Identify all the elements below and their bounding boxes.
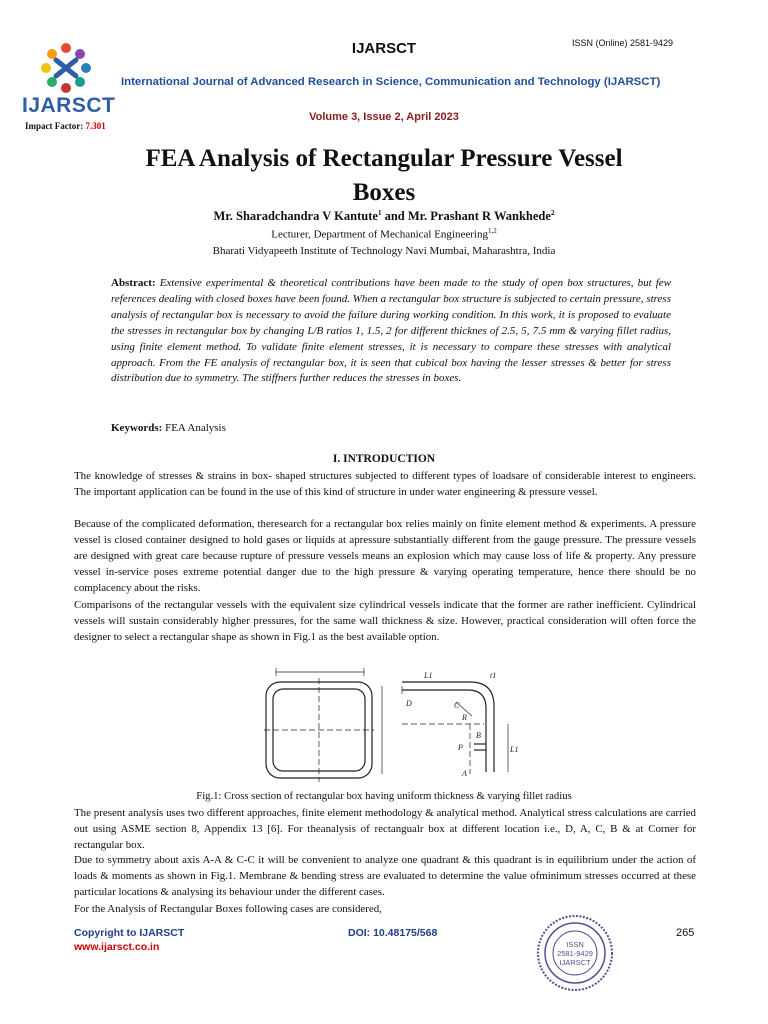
abstract: Abstract: Extensive experimental & theoretical contributions have been made to the study of open box structures, but few references dealing with closed boxes have been found. When a rectangular box structure is subjected to certain pressure, stress analysis of rectangular box is necessary to avoid the failure during working condition. In this work, it is proposed to evaluate the stresses in rectangular box by changing L/B ratios 1, 1.5, 2 for different thicknes of 2.5, 5, 7.5 mm & varying fillet radius, using finite element method. To validate finite element stresses, it is necessary to compare these stresses with analytical approach. From the FE analysis of rectangular box, it is seen that cubical box having the lesser stresses & better for stress distribution due to symmetry. The stiffners further reduces the stresses in boxes. bbox=[111, 277, 671, 385]
paragraph: Because of the complicated deformation, theresearch for a rectangular box relies mainly on finite element method & experiments. A pressure vessel is closed container designed to hold gases or liquids at apressure substantially different from the gauge pressure. The pressure vessels are designed with great care because rupture of pressure vessels means an explosion which may cause loss of life & property. Any pressure vessel in-service poses extreme potential danger due to the high pressure & varying operating temperature, hence there should be no complacency about the risks. bbox=[74, 518, 696, 594]
stamp-text: ISSN bbox=[566, 940, 584, 949]
footer-website-link[interactable]: www.ijarsct.co.in bbox=[74, 941, 160, 953]
authors: Mr. Sharadchandra V Kantute$^1$ and Mr. Prashant R Wankhede$^2$ bbox=[213, 209, 555, 224]
page-number: 265 bbox=[676, 927, 695, 939]
issn: ISSN (Online) 2581-9429 bbox=[572, 38, 674, 48]
stamp-text: 2581-9429 bbox=[557, 949, 593, 958]
issn-seal-icon bbox=[536, 914, 614, 992]
figure-label: A bbox=[462, 769, 467, 778]
stamp-text: IJARSCT bbox=[559, 958, 591, 967]
figure-label: D bbox=[406, 699, 412, 708]
paragraph: The knowledge of stresses & strains in box- shaped structures subjected to different types of loadsare of considerable interest to engineers. The important application can be found in the use of this kind of structure in under water engineering & pressure vessel. bbox=[74, 470, 696, 498]
affiliation-department: Lecturer, Department of Mechanical Engineering$^{1,2}$ bbox=[271, 227, 497, 241]
section-heading: I. INTRODUCTION bbox=[332, 453, 436, 465]
figure-label: B bbox=[476, 731, 481, 740]
footer-copyright: Copyright to IJARSCT bbox=[74, 927, 185, 939]
figure-cross-section bbox=[256, 664, 520, 786]
impact-factor: Impact Factor: 7.301 bbox=[25, 121, 106, 131]
volume-issue: Volume 3, Issue 2, April 2023 bbox=[309, 111, 459, 123]
paper-title: FEA Analysis of Rectangular Pressure Vessel Boxes bbox=[145, 145, 623, 206]
figure-label: R bbox=[462, 713, 467, 722]
figure-label: L1 bbox=[424, 671, 433, 680]
paragraph: Comparisons of the rectangular vessels with the equivalent size cylindrical vessels indicate that the former are rather inefficient. Cylindrical vessels will sustain considerably higher pressures, for the same wall thickness & size. However, practical consideration will often force the designer to select a rectangular shape as shown in Fig.1 as the best available option. bbox=[74, 599, 696, 643]
figure-label: t1 bbox=[490, 671, 497, 680]
logo-wordmark: IJARSCT bbox=[22, 94, 116, 117]
paragraph: For the Analysis of Rectangular Boxes following cases are considered, bbox=[74, 903, 382, 915]
paragraph: The present analysis uses two different approaches, finite element methodology & analytical method. Analytical stress calculations are carried out using ASME section 8, Appendix 13 [6]. For theanalysis of rectangualr box at different location i.e., D, A, C, B & at Corner for rectangular box. bbox=[74, 807, 696, 851]
journal-full-name: International Journal of Advanced Research in Science, Communication and Technology (IJARSCT) bbox=[121, 76, 661, 88]
figure-label: C bbox=[454, 701, 460, 710]
affiliation-institute: Bharati Vidyapeeth Institute of Technology Navi Mumbai, Maharashtra, India bbox=[212, 245, 556, 257]
figure-label: P bbox=[458, 743, 463, 752]
keywords: Keywords: FEA Analysis bbox=[111, 422, 226, 434]
footer-doi: DOI: 10.48175/568 bbox=[348, 927, 438, 939]
figure-label: L1 bbox=[510, 745, 519, 754]
journal-short-name: IJARSCT bbox=[351, 40, 417, 57]
figure-caption: Fig.1: Cross section of rectangular box having uniform thickness & varying fillet radius bbox=[196, 790, 572, 802]
paragraph: Due to symmetry about axis A-A & C-C it will be convenient to analyze one quadrant & this quadrant is in equilibrium under the action of loads & moments as shown in Fig.1. Membrane & bending stress are evaluated to determine the value ofminimum stresses occurred at these particular locations & analysing its behaviour under the different cases. bbox=[74, 854, 696, 898]
